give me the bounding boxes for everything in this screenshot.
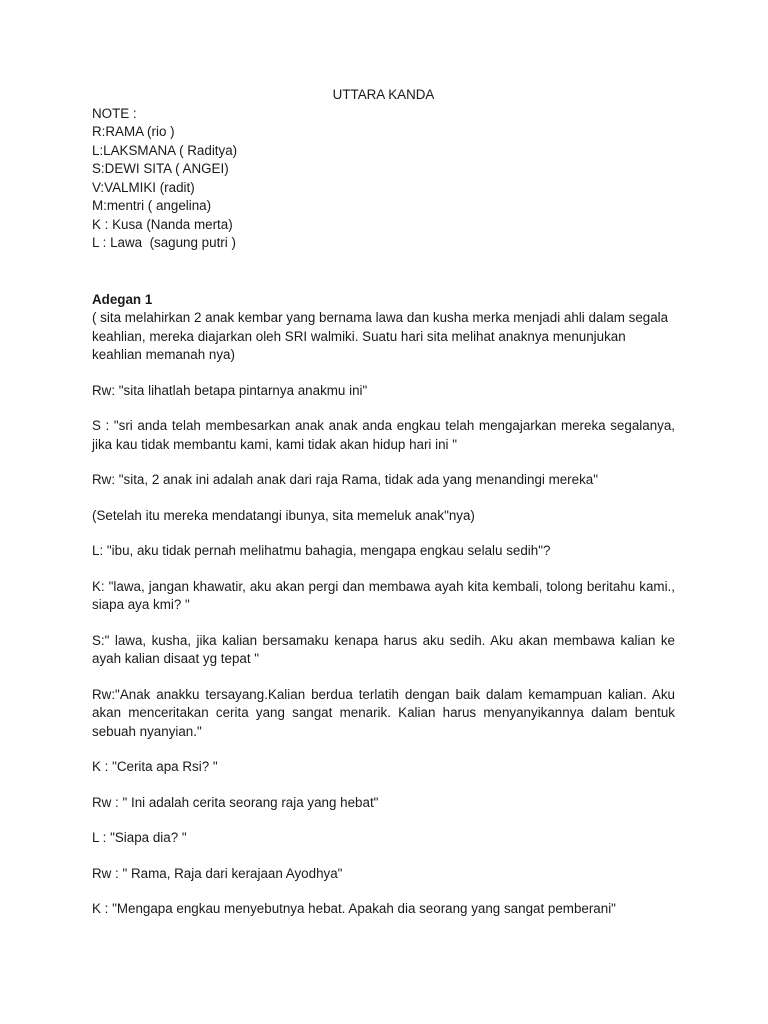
cast-item: L:LAKSMANA ( Raditya) — [92, 142, 238, 158]
cast-item: R:RAMA (rio ) — [92, 124, 175, 139]
dialogue-line: K : "Mengapa engkau menyebutnya hebat. Apakah dia seorang yang sangat pemberani" — [92, 901, 616, 916]
cast-item: L : Lawa (sagung putri ) — [92, 235, 236, 250]
dialogue-line: Rw : " Rama, Raja dari kerajaan Ayodhya" — [92, 865, 343, 881]
dialogue-line: Rw: "sita lihatlah betapa pintarnya anakmu ini" — [92, 382, 368, 398]
scene-intro: ( sita melahirkan 2 anak kembar yang bernama lawa dan kusha merka menjadi ahli dalam segala keahlian, mereka diajarkan oleh SRI walmiki. Suatu hari sita melihat anaknya menunjukan keahlian memanah nya) — [92, 310, 669, 362]
document-title: UTTARA KANDA — [332, 87, 435, 102]
spacer — [92, 253, 675, 291]
document-page — [92, 86, 675, 936]
scene-heading: Adegan 1 — [92, 291, 153, 307]
cast-item: K : Kusa (Nanda merta) — [92, 216, 233, 232]
dialogue-line: K: "lawa, jangan khawatir, aku akan pergi dan membawa ayah kita kembali, tolong beritahu kami., siapa aya kmi? " — [92, 578, 675, 612]
dialogue-line: K : "Cerita apa Rsi? " — [92, 759, 218, 774]
dialogue-line: S : "sri anda telah membesarkan anak anak anda engkau telah mengajarkan mereka segalanya, jika kau tidak membantu kami, kami tidak akan hidup hari ini " — [92, 418, 675, 452]
dialogue-line: S:" lawa, kusha, jika kalian bersamaku kenapa harus aku sedih. Aku akan membawa kalian ke ayah kalian disaat yg tepat " — [92, 632, 675, 666]
dialogue-line: L : "Siapa dia? " — [92, 830, 187, 845]
dialogue-line: L: "ibu, aku tidak pernah melihatmu bahagia, mengapa engkau selalu sedih"? — [92, 543, 551, 558]
note-heading: NOTE : — [92, 105, 137, 121]
stage-direction: (Setelah itu mereka mendatangi ibunya, sita memeluk anak"nya) — [92, 507, 475, 523]
cast-item: S:DEWI SITA ( ANGEI) — [92, 161, 229, 176]
dialogue-line: Rw:"Anak anakku tersayang.Kalian berdua terlatih dengan baik dalam kemampuan kalian. Aku akan menceritakan cerita yang sangat menarik. Kalian harus menyanyikannya dalam bentuk sebuah nyanyian." — [92, 686, 675, 739]
cast-item: M:mentri ( angelina) — [92, 198, 212, 213]
dialogue-line: Rw : " Ini adalah cerita seorang raja yang hebat" — [92, 794, 379, 810]
dialogue-line: Rw: "sita, 2 anak ini adalah anak dari raja Rama, tidak ada yang menandingi mereka" — [92, 472, 598, 487]
cast-item: V:VALMIKI (radit) — [92, 179, 195, 195]
